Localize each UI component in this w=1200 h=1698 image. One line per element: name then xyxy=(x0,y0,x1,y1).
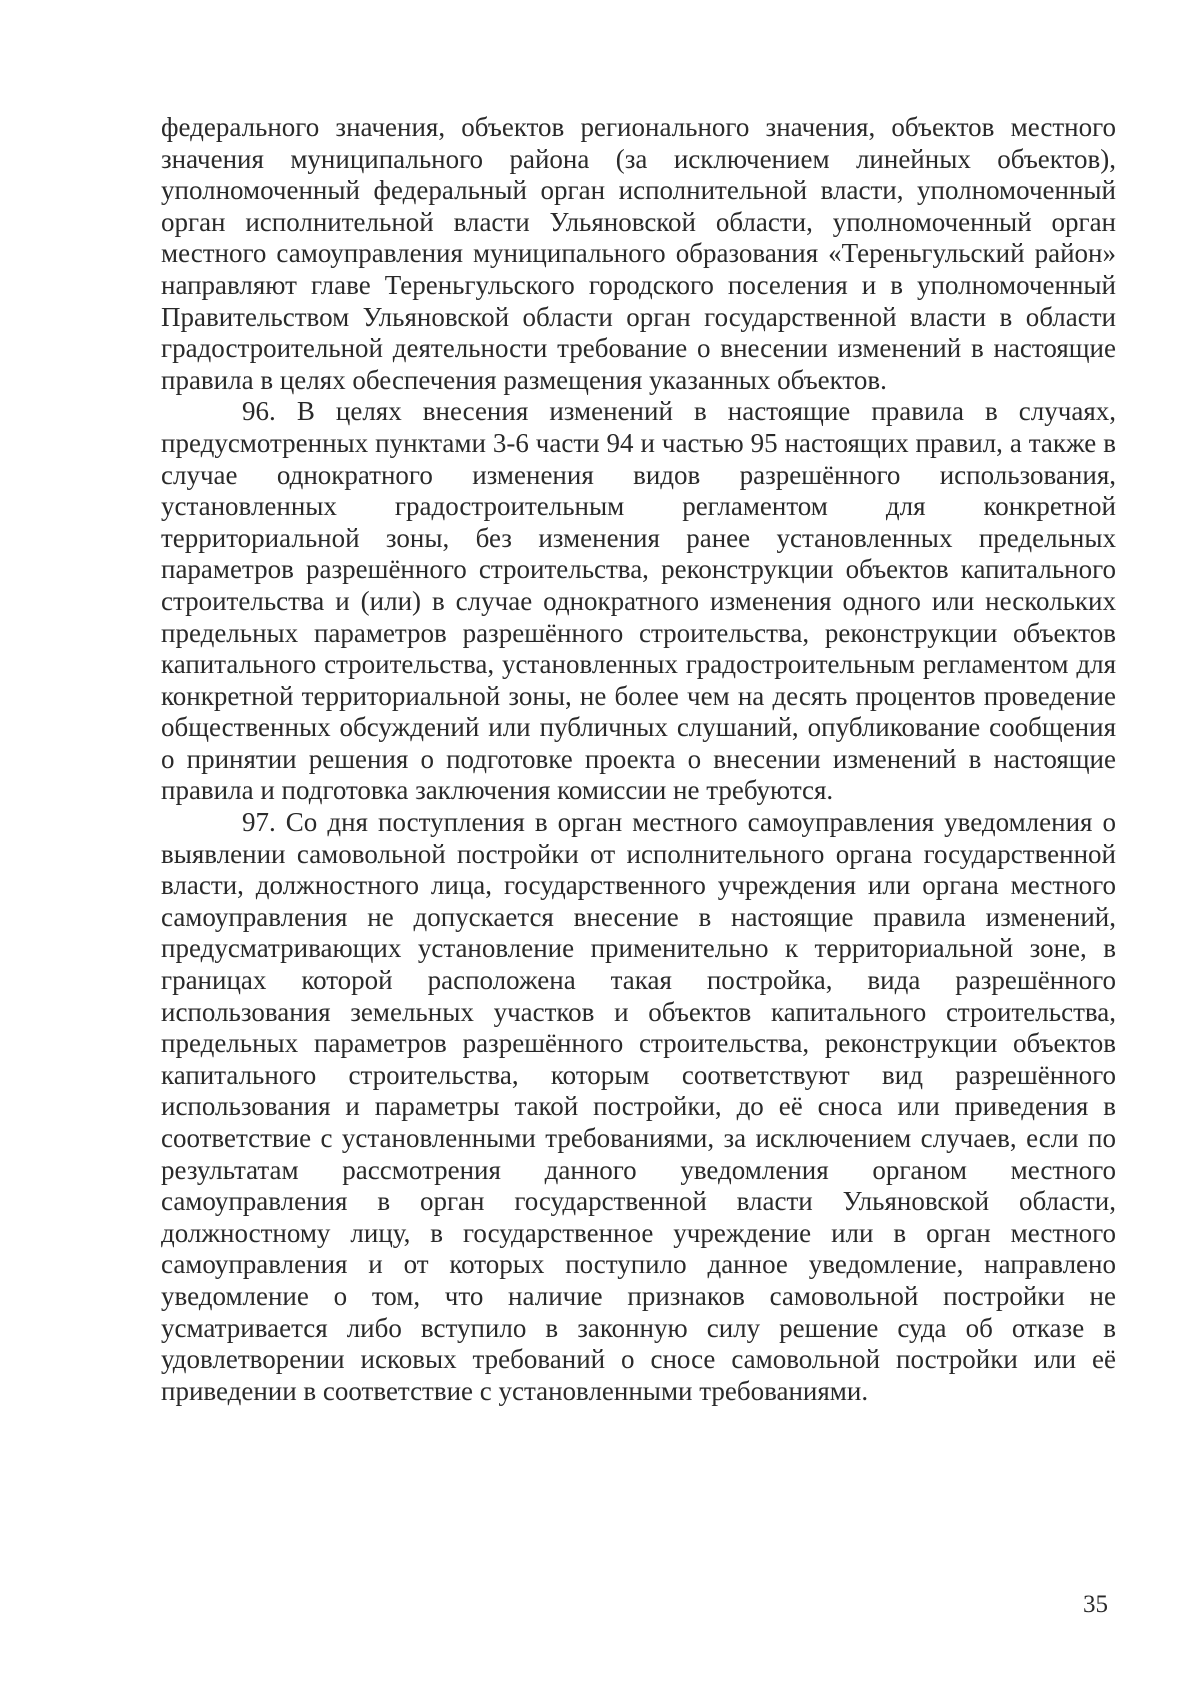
paragraph-continuation: федерального значения, объектов регионального значения, объектов местного значения муниципального района (за исключением линейных объектов), уполномоченный федеральный орган исполнительной власти, уполномоченный орган исполнительной власти Ульяновской области, уполномоченный орган местного самоуправления муниципального образования «Тереньгульский район» направляют главе Тереньгульского городского поселения и в уполномоченный Правительством Ульяновской области орган государственной власти в области градостроительной деятельности требование о внесении изменений в настоящие правила в целях обеспечения размещения указанных объектов. xyxy=(161,112,1116,395)
document-body xyxy=(161,112,1116,1407)
paragraph-96: 96. В целях внесения изменений в настоящие правила в случаях, предусмотренных пунктами 3-6 части 94 и частью 95 настоящих правил, а также в случае однократного изменения видов разрешённого использования, установленных градостроительным регламентом для конкретной территориальной зоны, без изменения ранее установленных предельных параметров разрешённого строительства, реконструкции объектов капитального строительства и (или) в случае однократного изменения одного или нескольких предельных параметров разрешённого строительства, реконструкции объектов капитального строительства, установленных градостроительным регламентом для конкретной территориальной зоны, не более чем на десять процентов проведение общественных обсуждений или публичных слушаний, опубликование сообщения о принятии решения о подготовке проекта о внесении изменений в настоящие правила и подготовка заключения комиссии не требуются. xyxy=(161,396,1116,806)
paragraph-97: 97. Со дня поступления в орган местного самоуправления уведомления о выявлении самовольной постройки от исполнительного органа государственной власти, должностного лица, государственного учреждения или органа местного самоуправления не допускается внесение в настоящие правила изменений, предусматривающих установление применительно к территориальной зоне, в границах которой расположена такая постройка, вида разрешённого использования земельных участков и объектов капитального строительства, предельных параметров разрешённого строительства, реконструкции объектов капитального строительства, которым соответствуют вид разрешённого использования и параметры такой постройки, до её сноса или приведения в соответствие с установленными требованиями, за исключением случаев, если по результатам рассмотрения данного уведомления органом местного самоуправления в орган государственной власти Ульяновской области, должностному лицу, в государственное учреждение или в орган местного самоуправления и от которых поступило данное уведомление, направлено уведомление о том, что наличие признаков самовольной постройки не усматривается либо вступило в законную силу решение суда об отказе в удовлетворении исковых требований о сносе самовольной постройки или её приведении в соответствие с установленными требованиями. xyxy=(161,807,1116,1406)
page-number: 35 xyxy=(1083,1591,1108,1618)
